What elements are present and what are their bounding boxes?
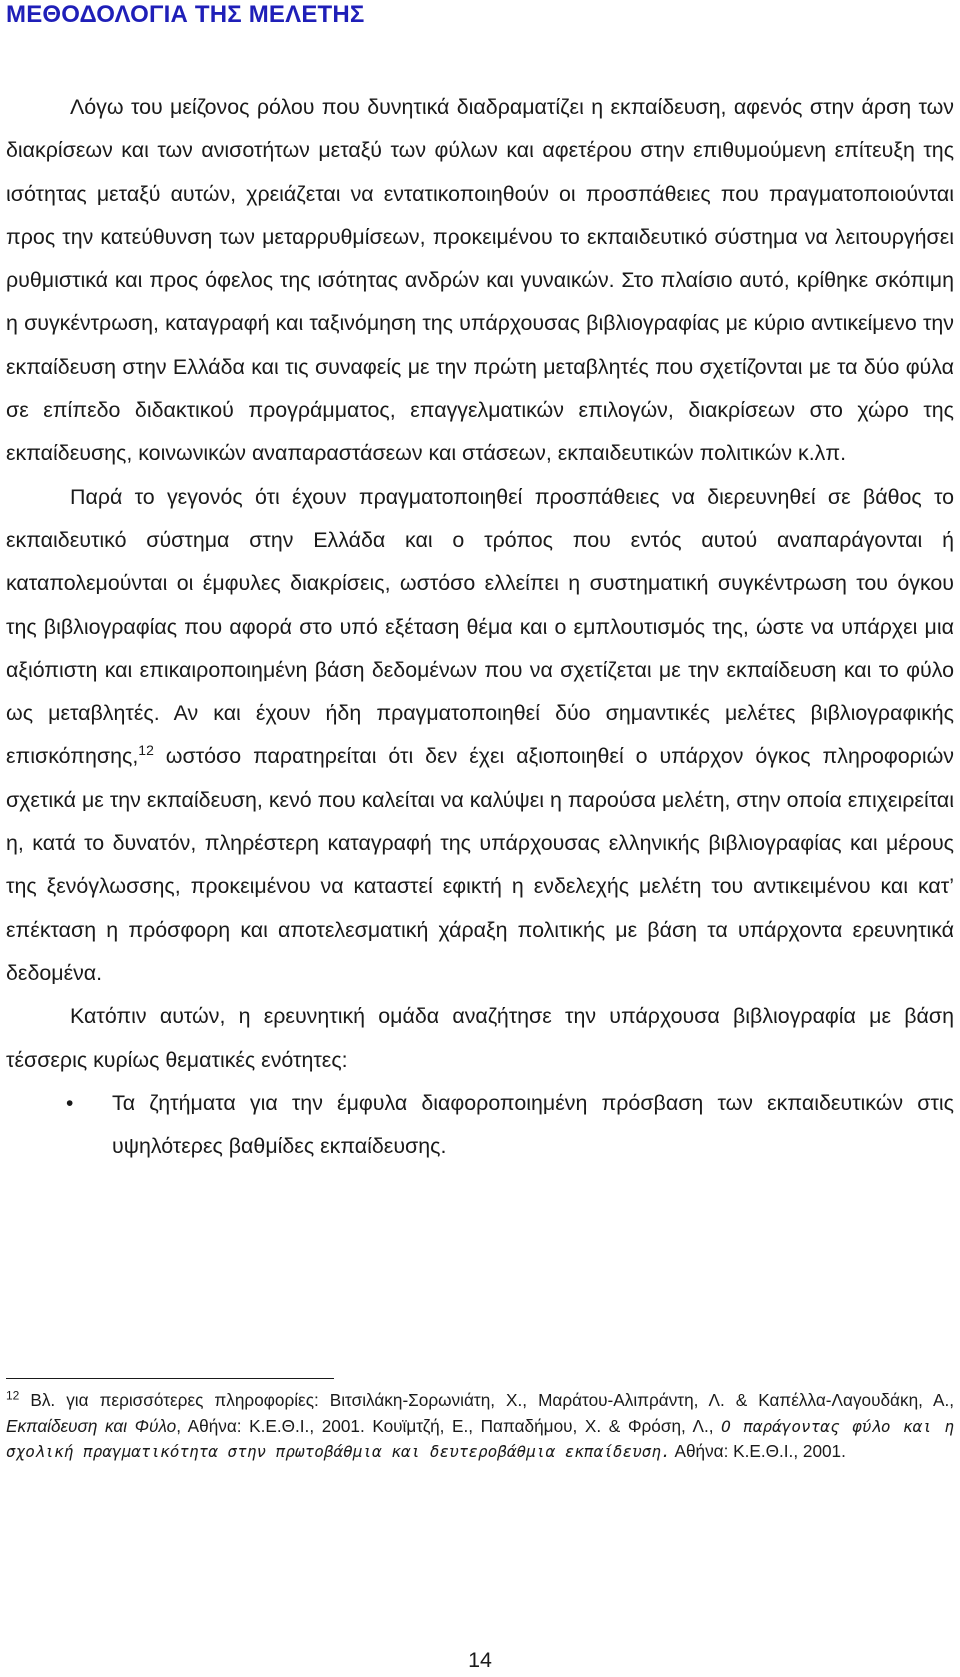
footnote-title-1: Εκπαίδευση και Φύλο (6, 1415, 177, 1436)
footnote-12 (6, 1388, 954, 1465)
list-item (6, 1082, 954, 1169)
footnote-text-part-2: , Αθήνα: Κ.Ε.Θ.Ι., 2001. Κουϊμτζή, Ε., Παπαδήμου, Χ. & Φρόση, Λ., (176, 1415, 722, 1436)
paragraph-2 (6, 476, 954, 996)
bullet-icon: • (66, 1091, 74, 1115)
footnote-separator (6, 1378, 334, 1379)
paragraph-3: Κατόπιν αυτών, η ερευνητική ομάδα αναζήτησε την υπάρχουσα βιβλιογραφία με βάση τέσσερις κυρίως θεματικές ενότητες: (6, 1004, 954, 1072)
paragraph-2-text-before-reference: Παρά το γεγονός ότι έχουν πραγματοποιηθεί προσπάθειες να διερευνηθεί σε βάθος το εκπαιδευτικό σύστημα στην Ελλάδα και ο τρόπος που εντός αυτού αναπαράγονται ή καταπολεμούνται οι έμφυλες διακρίσεις, ωστόσο ελλείπει η συστηματική συγκέντρωση του όγκου της βιβλιογραφίας που αφορά στο υπό εξέταση θέμα και ο εμπλουτισμός της, ώστε να υπάρχει μια αξιόπιστη και επικαιροποιημένη βάση δεδομένων που να σχετίζεται με την εκπαίδευση και το φύλο ως μεταβλητές. Αν και έχουν ήδη πραγματοποιηθεί δύο σημαντικές μελέτες βιβλιογραφικής επισκόπησης, (6, 484, 954, 769)
footnote-text-part-3: Αθήνα: Κ.Ε.Θ.Ι., 2001. (670, 1441, 846, 1462)
page-number: 14 (468, 1648, 492, 1672)
thematic-units-list (6, 1082, 954, 1169)
footnote-title-2: Ο παράγοντας φύλο και η σχολική πραγματικότητα στην πρωτοβάθμια και δευτεροβάθμια εκπαίδευση. (6, 1416, 954, 1462)
footnote-number: 12 (6, 1388, 20, 1403)
body-text (6, 86, 954, 1168)
list-item-text: Τα ζητήματα για την έμφυλα διαφοροποιημένη πρόσβαση των εκπαιδευτικών στις υψηλότερες βαθμίδες εκπαίδευσης. (112, 1090, 954, 1159)
footnote-text-part-1: Βλ. για περισσότερες πληροφορίες: Βιτσιλάκη-Σορωνιάτη, Χ., Μαράτου-Αλιπράντη, Λ. & Καπέλλα-Λαγουδάκη, Α., (19, 1390, 954, 1410)
footnote-reference-12[interactable]: 12 (138, 742, 154, 759)
paragraph-2-text-after-reference: ωστόσο παρατηρείται ότι δεν έχει αξιοποιηθεί ο υπάρχον όγκος πληροφοριών σχετικά με την εκπαίδευση, κενό που καλείται να καλύψει η παρούσα μελέτη, στην οποία επιχειρείται η, κατά το δυνατόν, πληρέστερη καταγραφή της υπάρχουσας ελληνικής βιβλιογραφίας και μέρους της ξενόγλωσσης, προκειμένου να καταστεί εφικτή η ενδελεχής μελέτη του αντικειμένου και κατ’ επέκταση η πρόσφορη και αποτελεσματική χάραξη πολιτικής με βάση τα υπάρχοντα ερευνητικά δεδομένα. (6, 744, 954, 985)
paragraph-1: Λόγω του μείζονος ρόλου που δυνητικά διαδραματίζει η εκπαίδευση, αφενός στην άρση των διακρίσεων και των ανισοτήτων μεταξύ των φύλων και αφετέρου στην επιθυμούμενη επίτευξη της ισότητας μεταξύ αυτών, χρειάζεται να εντατικοποιηθούν οι προσπάθειες που πραγματοποιούνται προς την κατεύθυνση των μεταρρυθμίσεων, προκειμένου το εκπαιδευτικό σύστημα να λειτουργήσει ρυθμιστικά και προς όφελος της ισότητας ανδρών και γυναικών. Στο πλαίσιο αυτό, κρίθηκε σκόπιμη η συγκέντρωση, καταγραφή και ταξινόμηση της υπάρχουσας βιβλιογραφίας με κύριο αντικείμενο την εκπαίδευση στην Ελλάδα και τις συναφείς με την πρώτη μεταβλητές που σχετίζονται με τα δύο φύλα σε επίπεδο διδακτικού προγράμματος, επαγγελματικών επιλογών, διακρίσεων στο χώρο της εκπαίδευσης, κοινωνικών αναπαραστάσεων και στάσεων, εκπαιδευτικών πολιτικών κ.λπ. (6, 95, 954, 466)
section-heading: ΜΕΘΟΔΟΛΟΓΙΑ ΤΗΣ ΜΕΛΕΤΗΣ (6, 1, 365, 28)
